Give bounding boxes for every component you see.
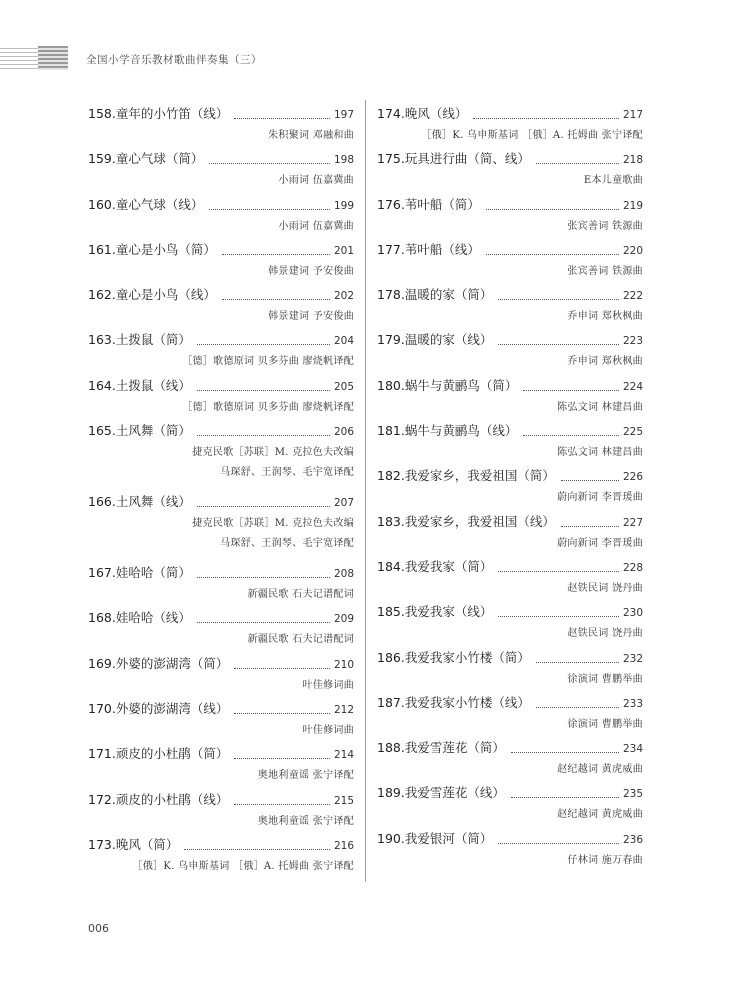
entry-title: 我爱家乡，我爱祖国（简） bbox=[404, 468, 555, 484]
entry-credits: 乔申词 郑秋枫曲 bbox=[567, 311, 643, 323]
entry-title: 温暖的家（简） bbox=[404, 287, 493, 303]
toc-title-line bbox=[377, 104, 643, 126]
toc-entry[interactable] bbox=[88, 608, 354, 653]
entry-page-number: 233 bbox=[622, 697, 643, 710]
toc-entry[interactable] bbox=[377, 783, 643, 828]
toc-title-line bbox=[88, 654, 354, 676]
entry-page-number: 206 bbox=[333, 426, 354, 439]
entry-page-number: 210 bbox=[333, 658, 354, 671]
toc-title-line bbox=[88, 195, 354, 217]
entry-page-number: 236 bbox=[622, 833, 643, 846]
entry-page-number: 214 bbox=[333, 749, 354, 762]
entry-title: 玩具进行曲（简、线） bbox=[404, 151, 530, 167]
entry-number: 179. bbox=[377, 332, 405, 348]
entry-number: 190. bbox=[377, 830, 405, 846]
header-decoration bbox=[0, 46, 68, 70]
dot-leader bbox=[536, 706, 619, 708]
entry-credits: 朱积聚词 邓融和曲 bbox=[268, 130, 354, 141]
toc-entry[interactable] bbox=[377, 330, 643, 375]
entry-title: 我爱我家小竹楼（线） bbox=[404, 694, 530, 710]
toc-title-line bbox=[377, 829, 643, 851]
entry-title: 我爱雪莲花（线） bbox=[404, 785, 505, 801]
entry-credits: 赵纪越词 黄虎威曲 bbox=[557, 809, 643, 821]
entry-number: 186. bbox=[377, 649, 405, 665]
dot-leader bbox=[197, 621, 330, 623]
entry-number: 173. bbox=[88, 836, 116, 852]
toc-title-line bbox=[88, 563, 354, 585]
toc-entry[interactable] bbox=[88, 744, 354, 789]
entry-page-number: 219 bbox=[622, 199, 643, 212]
toc-entry[interactable] bbox=[88, 421, 354, 492]
entry-credits: 新疆民歌 石夫记谱配词 bbox=[247, 589, 354, 601]
entry-credits: 小雨词 伍嘉冀曲 bbox=[278, 175, 354, 187]
toc-entry[interactable] bbox=[377, 104, 643, 149]
toc-title-line bbox=[377, 648, 643, 670]
entry-page-number: 209 bbox=[333, 613, 354, 626]
toc-entry[interactable] bbox=[377, 693, 643, 738]
entry-number: 182. bbox=[377, 468, 405, 484]
entry-credits: 马琛舒、王润琴、毛宇宽译配 bbox=[220, 538, 354, 550]
dot-leader bbox=[209, 162, 330, 164]
entry-number: 167. bbox=[88, 565, 116, 581]
entry-title: 我爱我家小竹楼（简） bbox=[404, 649, 530, 665]
dot-leader bbox=[234, 667, 330, 669]
dot-leader bbox=[234, 757, 330, 759]
entry-credits: 乔申词 郑秋枫曲 bbox=[567, 356, 643, 368]
entry-title: 童心是小鸟（简） bbox=[115, 241, 216, 257]
entry-number: 171. bbox=[88, 746, 116, 762]
entry-page-number: 216 bbox=[333, 839, 354, 852]
toc-title-line bbox=[88, 608, 354, 630]
entry-number: 185. bbox=[377, 604, 405, 620]
dot-leader bbox=[473, 117, 619, 119]
toc-entry[interactable] bbox=[88, 195, 354, 240]
entry-credits: ［德］歌德原词 贝多芬曲 廖烧帆译配 bbox=[182, 356, 354, 368]
entry-number: 163. bbox=[88, 332, 116, 348]
entry-page-number: 212 bbox=[333, 703, 354, 716]
toc-title-line bbox=[88, 790, 354, 812]
entry-number: 160. bbox=[88, 196, 116, 212]
entry-credits: 徐演词 曹鹏举曲 bbox=[567, 718, 643, 730]
dot-leader bbox=[536, 661, 619, 663]
toc-entry[interactable] bbox=[377, 421, 643, 466]
entry-number: 184. bbox=[377, 558, 405, 574]
entry-number: 166. bbox=[88, 494, 116, 510]
entry-page-number: 201 bbox=[333, 244, 354, 257]
toc-title-line bbox=[377, 149, 643, 171]
entry-credits: 张宾善词 铁源曲 bbox=[567, 220, 643, 232]
dot-leader bbox=[197, 505, 330, 507]
entry-title: 土风舞（简） bbox=[115, 423, 191, 439]
entry-title: 顽皮的小杜鹃（线） bbox=[115, 791, 229, 807]
dot-leader bbox=[234, 117, 330, 119]
entry-credits: ［俄］K. 乌申斯基词 ［俄］A. 托姆曲 张宁译配 bbox=[132, 860, 354, 872]
entry-number: 180. bbox=[377, 377, 405, 393]
entry-page-number: 234 bbox=[622, 743, 643, 756]
entry-credits: 小雨词 伍嘉冀曲 bbox=[278, 220, 354, 232]
entry-title: 温暖的家（线） bbox=[404, 332, 493, 348]
entry-credits: ［德］歌德原词 贝多芬曲 廖烧帆译配 bbox=[182, 401, 354, 413]
entry-credits: 赵铁民词 饶丹曲 bbox=[567, 628, 643, 640]
dot-leader bbox=[498, 615, 619, 617]
entry-page-number: 198 bbox=[333, 154, 354, 167]
dot-leader bbox=[511, 796, 619, 798]
entry-title: 童年的小竹笛（线） bbox=[115, 106, 229, 121]
entry-credits: 陈弘文词 林建昌曲 bbox=[557, 447, 643, 459]
entry-credits: 韩景建词 予安俊曲 bbox=[268, 265, 354, 277]
entry-page-number: 230 bbox=[622, 607, 643, 620]
entry-number: 187. bbox=[377, 694, 405, 710]
dot-leader bbox=[536, 162, 619, 164]
column-divider bbox=[365, 100, 366, 882]
dot-leader bbox=[234, 712, 330, 714]
toc-entry[interactable] bbox=[377, 602, 643, 647]
entry-title: 晚风（简） bbox=[115, 836, 179, 852]
toc-entry[interactable] bbox=[88, 835, 354, 880]
entry-page-number: 205 bbox=[333, 380, 354, 393]
entry-number: 161. bbox=[88, 241, 116, 257]
entry-number: 172. bbox=[88, 791, 116, 807]
entry-title: 我爱家乡，我爱祖国（线） bbox=[404, 513, 555, 529]
toc-entry[interactable] bbox=[377, 829, 643, 874]
entry-page-number: 227 bbox=[622, 516, 643, 529]
entry-credits: ［俄］K. 乌申斯基词 ［俄］A. 托姆曲 张宁译配 bbox=[421, 130, 643, 141]
entry-page-number: 197 bbox=[333, 109, 354, 121]
entry-number: 189. bbox=[377, 785, 405, 801]
dot-leader bbox=[197, 389, 330, 391]
entry-title: 蜗牛与黄鹂鸟（简） bbox=[404, 377, 518, 393]
entry-title: 童心气球（线） bbox=[115, 196, 204, 212]
toc-title-line bbox=[88, 330, 354, 352]
toc-title-line bbox=[88, 699, 354, 721]
entry-credits: 赵铁民词 饶丹曲 bbox=[567, 582, 643, 594]
entry-page-number: 208 bbox=[333, 568, 354, 581]
entry-page-number: 199 bbox=[333, 199, 354, 212]
entry-title: 土拨鼠（线） bbox=[115, 377, 191, 393]
entry-page-number: 220 bbox=[622, 244, 643, 257]
dot-leader bbox=[197, 434, 330, 436]
entry-page-number: 225 bbox=[622, 426, 643, 439]
entry-credits: 新疆民歌 石夫记谱配词 bbox=[247, 634, 354, 646]
dot-leader bbox=[523, 389, 619, 391]
toc-title-line bbox=[377, 330, 643, 352]
toc-title-line bbox=[377, 421, 643, 443]
entry-page-number: 204 bbox=[333, 335, 354, 348]
running-header: 全国小学音乐教材歌曲伴奏集（三） bbox=[86, 54, 262, 66]
toc-title-line bbox=[377, 466, 643, 488]
entry-title: 苇叶船（简） bbox=[404, 196, 480, 212]
toc-entry[interactable] bbox=[377, 648, 643, 693]
toc-title-line bbox=[377, 602, 643, 624]
entry-title: 童心是小鸟（线） bbox=[115, 287, 216, 303]
toc-title-line bbox=[377, 512, 643, 534]
entry-credits: 蔚向新词 李晋瑗曲 bbox=[557, 492, 643, 504]
entry-page-number: 207 bbox=[333, 497, 354, 510]
entry-credits: 捷克民歌［苏联］M. 克拉色夫改编 bbox=[192, 518, 354, 530]
toc-title-line bbox=[88, 240, 354, 262]
toc-entry[interactable] bbox=[88, 563, 354, 608]
entry-page-number: 218 bbox=[622, 154, 643, 167]
entry-credits: 赵纪越词 黄虎威曲 bbox=[557, 764, 643, 776]
dot-leader bbox=[222, 298, 330, 300]
toc-column-right bbox=[377, 104, 643, 874]
toc-title-line bbox=[377, 240, 643, 262]
entry-credits: 叶佳修词曲 bbox=[302, 724, 354, 736]
entry-title: 我爱我家（简） bbox=[404, 558, 493, 574]
dot-leader bbox=[197, 343, 330, 345]
entry-credits: 陈弘文词 林建昌曲 bbox=[557, 401, 643, 413]
entry-title: 蜗牛与黄鹂鸟（线） bbox=[404, 423, 518, 439]
toc-title-line bbox=[88, 492, 354, 514]
toc-title-line bbox=[88, 285, 354, 307]
entry-number: 177. bbox=[377, 241, 405, 257]
entry-number: 183. bbox=[377, 513, 405, 529]
toc-title-line bbox=[377, 195, 643, 217]
toc-entry[interactable] bbox=[377, 738, 643, 783]
entry-number: 158. bbox=[88, 106, 116, 121]
entry-page-number: 228 bbox=[622, 561, 643, 574]
dot-leader bbox=[561, 525, 619, 527]
entry-credits: 蔚向新词 李晋瑗曲 bbox=[557, 537, 643, 549]
entry-number: 188. bbox=[377, 740, 405, 756]
entry-title: 我爱雪莲花（简） bbox=[404, 740, 505, 756]
entry-number: 176. bbox=[377, 196, 405, 212]
toc-title-line bbox=[88, 149, 354, 171]
entry-title: 我爱我家（线） bbox=[404, 604, 493, 620]
dot-leader bbox=[561, 479, 619, 481]
entry-title: 童心气球（简） bbox=[115, 151, 204, 167]
toc-entry[interactable] bbox=[88, 330, 354, 375]
dot-leader bbox=[197, 576, 330, 578]
dot-leader bbox=[184, 848, 330, 850]
entry-number: 169. bbox=[88, 655, 116, 671]
entry-page-number: 215 bbox=[333, 794, 354, 807]
entry-number: 175. bbox=[377, 151, 405, 167]
toc-entry[interactable] bbox=[88, 790, 354, 835]
entry-title: 娃哈哈（简） bbox=[115, 565, 191, 581]
entry-credits: 叶佳修词曲 bbox=[302, 679, 354, 691]
toc-title-line bbox=[88, 421, 354, 443]
entry-number: 164. bbox=[88, 377, 116, 393]
entry-title: 苇叶船（线） bbox=[404, 241, 480, 257]
toc-title-line bbox=[88, 376, 354, 398]
toc-title-line bbox=[88, 744, 354, 766]
toc-entry[interactable] bbox=[88, 104, 354, 149]
toc-title-line bbox=[88, 104, 354, 126]
entry-credits: 仔林词 施万春曲 bbox=[567, 854, 643, 866]
entry-number: 168. bbox=[88, 610, 116, 626]
entry-page-number: 235 bbox=[622, 788, 643, 801]
entry-page-number: 222 bbox=[622, 290, 643, 303]
entry-page-number: 226 bbox=[622, 471, 643, 484]
toc-entry[interactable] bbox=[377, 195, 643, 240]
toc-entry[interactable] bbox=[88, 285, 354, 330]
toc-entry[interactable] bbox=[377, 557, 643, 602]
toc-entry[interactable] bbox=[88, 492, 354, 563]
dot-leader bbox=[486, 208, 619, 210]
page-number: 006 bbox=[88, 922, 109, 935]
dot-leader bbox=[498, 343, 619, 345]
toc-entry[interactable] bbox=[88, 376, 354, 421]
toc-entry[interactable] bbox=[377, 466, 643, 511]
dot-leader bbox=[486, 253, 619, 255]
toc-entry[interactable] bbox=[377, 149, 643, 194]
entry-credits: 奥地利童谣 张宁译配 bbox=[257, 770, 354, 782]
entry-title: 外婆的澎湖湾（线） bbox=[115, 700, 229, 716]
toc-entry[interactable] bbox=[377, 512, 643, 557]
toc-entry[interactable] bbox=[377, 240, 643, 285]
entry-number: 170. bbox=[88, 700, 116, 716]
toc-entry[interactable] bbox=[377, 376, 643, 421]
entry-credits: E本儿童歌曲 bbox=[583, 175, 643, 187]
entry-page-number: 232 bbox=[622, 652, 643, 665]
entry-number: 174. bbox=[377, 106, 405, 121]
toc-entry[interactable] bbox=[88, 699, 354, 744]
entry-number: 178. bbox=[377, 287, 405, 303]
entry-number: 162. bbox=[88, 287, 116, 303]
toc-title-line bbox=[377, 285, 643, 307]
entry-title: 土风舞（线） bbox=[115, 494, 191, 510]
dot-leader bbox=[511, 751, 619, 753]
dot-leader bbox=[498, 570, 619, 572]
dot-leader bbox=[209, 208, 330, 210]
entry-title: 晚风（线） bbox=[404, 106, 468, 121]
entry-title: 娃哈哈（线） bbox=[115, 610, 191, 626]
dot-leader bbox=[222, 253, 330, 255]
toc-title-line bbox=[377, 693, 643, 715]
entry-credits: 韩景建词 予安俊曲 bbox=[268, 311, 354, 323]
entry-credits: 捷克民歌［苏联］M. 克拉色夫改编 bbox=[192, 447, 354, 459]
entry-title: 顽皮的小杜鹃（简） bbox=[115, 746, 229, 762]
entry-page-number: 217 bbox=[622, 109, 643, 121]
toc-title-line bbox=[88, 835, 354, 857]
dot-leader bbox=[234, 803, 330, 805]
toc-title-line bbox=[377, 738, 643, 760]
entry-number: 181. bbox=[377, 423, 405, 439]
entry-number: 165. bbox=[88, 423, 116, 439]
dot-leader bbox=[498, 842, 619, 844]
toc-entry[interactable] bbox=[88, 654, 354, 699]
toc-column-left bbox=[88, 104, 354, 880]
entry-title: 外婆的澎湖湾（简） bbox=[115, 655, 229, 671]
entry-page-number: 223 bbox=[622, 335, 643, 348]
entry-credits: 张宾善词 铁源曲 bbox=[567, 265, 643, 277]
toc-entry[interactable] bbox=[88, 240, 354, 285]
toc-title-line bbox=[377, 376, 643, 398]
entry-credits: 徐演词 曹鹏举曲 bbox=[567, 673, 643, 685]
dot-leader bbox=[523, 434, 619, 436]
entry-credits: 奥地利童谣 张宁译配 bbox=[257, 815, 354, 827]
dot-leader bbox=[498, 298, 619, 300]
toc-entry[interactable] bbox=[88, 149, 354, 194]
toc-title-line bbox=[377, 783, 643, 805]
toc-title-line bbox=[377, 557, 643, 579]
entry-page-number: 202 bbox=[333, 290, 354, 303]
entry-title: 土拨鼠（简） bbox=[115, 332, 191, 348]
toc-entry[interactable] bbox=[377, 285, 643, 330]
entry-page-number: 224 bbox=[622, 380, 643, 393]
entry-credits: 马琛舒、王润琴、毛宇宽译配 bbox=[220, 467, 354, 479]
entry-number: 159. bbox=[88, 151, 116, 167]
entry-title: 我爱银河（简） bbox=[404, 830, 493, 846]
